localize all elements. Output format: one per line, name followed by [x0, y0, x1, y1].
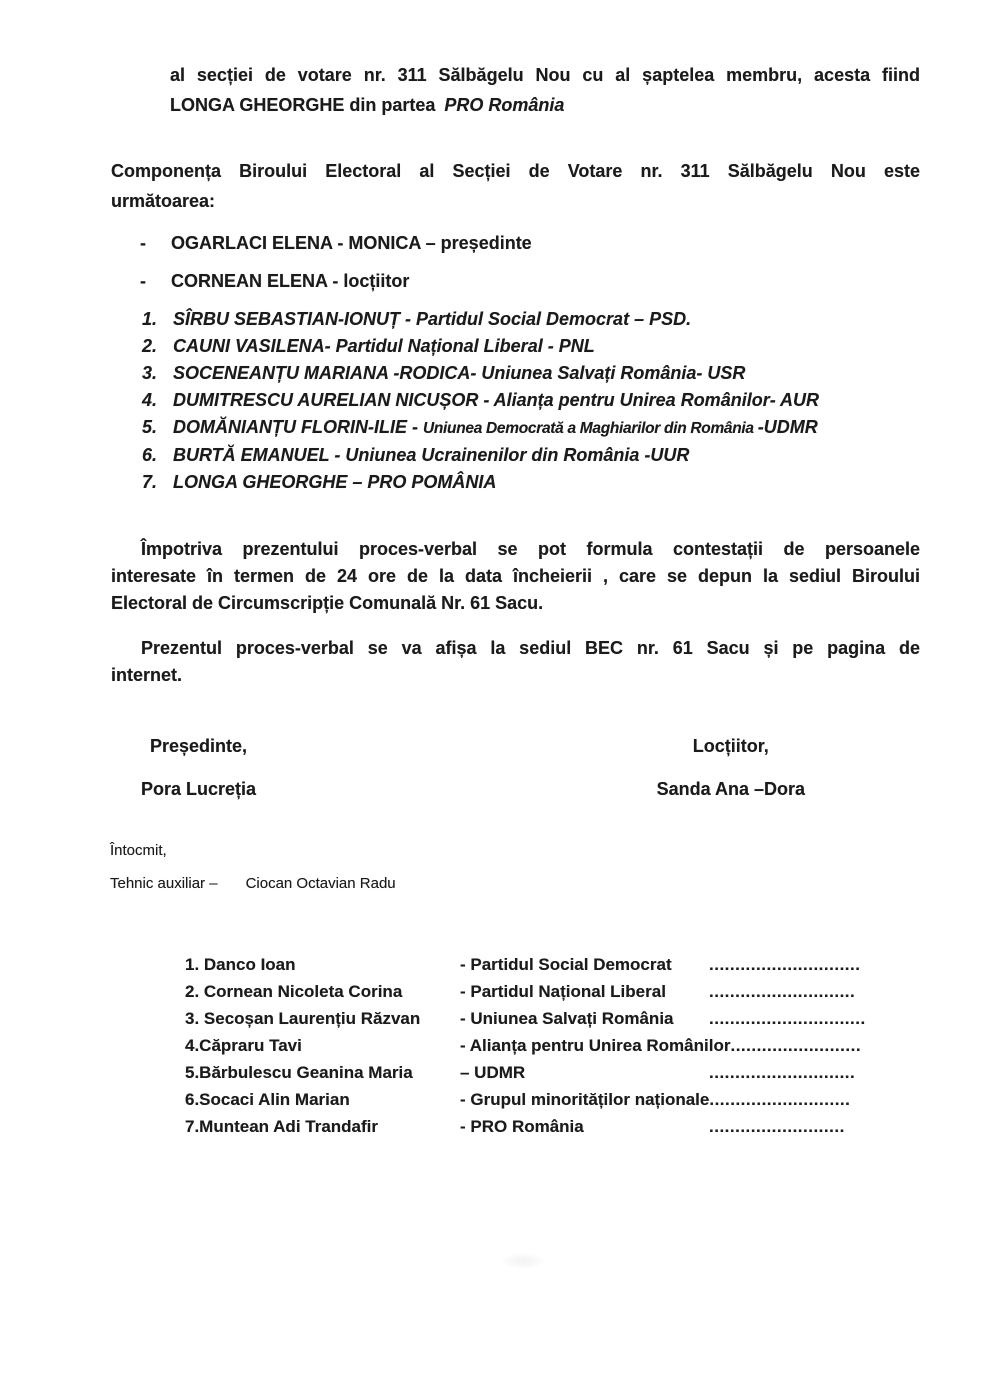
- attendance-row: [185, 1059, 920, 1086]
- prepared-by-section: [110, 840, 920, 895]
- member-row: [111, 442, 920, 469]
- official-deputy-text: CORNEAN ELENA - locțiitor: [171, 271, 410, 291]
- member-text: BURTĂ EMANUEL - Uniunea Ucrainenilor din România -UUR: [173, 445, 690, 465]
- attendance-row: [185, 1005, 920, 1032]
- signature-president-name: Pora Lucreția: [141, 779, 257, 799]
- member-row: [111, 469, 920, 496]
- dash-bullet: -: [140, 271, 146, 291]
- member-text: CAUNI VASILENA- Partidul Național Liberal - PNL: [173, 336, 595, 356]
- attendee-name: 2. Cornean Nicoleta Corina: [185, 982, 403, 1001]
- signature-dots: ............................: [709, 1063, 856, 1082]
- prepared-by-role: Tehnic auxiliar –: [110, 875, 218, 892]
- member-row: [111, 387, 920, 414]
- paragraph-line: Electoral de Circumscripție Comunală Nr. 61 Sacu.: [111, 593, 544, 613]
- heading-line-2: următoarea:: [111, 191, 216, 211]
- member-number: 2.: [142, 336, 158, 356]
- member-row: [111, 333, 920, 360]
- attendee-name: 3. Secoșan Laurențiu Răzvan: [185, 1009, 421, 1028]
- signature-deputy-role: Locțiitor,: [692, 736, 769, 756]
- member-number: 5.: [142, 417, 158, 437]
- signature-dots: ..............................: [709, 1009, 866, 1028]
- signature-dots: .........................: [730, 1036, 862, 1055]
- officials-list: [111, 228, 920, 296]
- intro-party-name: PRO România: [444, 95, 565, 115]
- attendance-row: [185, 1032, 920, 1059]
- attendee-party: - Partidul Social Democrat: [460, 955, 672, 974]
- attendance-row: [185, 1113, 920, 1140]
- member-party-abbrev: -UDMR: [757, 417, 818, 437]
- prepared-by-line: [110, 873, 920, 895]
- attendee-name: 6.Socaci Alin Marian: [185, 1090, 350, 1109]
- intro-line-2-text: LONGA GHEORGHE din partea: [170, 95, 436, 115]
- signature-deputy: [657, 731, 805, 804]
- attendance-list: [185, 951, 920, 1140]
- contestation-paragraph: [111, 536, 920, 617]
- signature-dots: ............................: [709, 982, 856, 1001]
- member-number: 1.: [142, 309, 158, 329]
- member-row: [111, 306, 920, 333]
- prepared-by-label: Întocmit,: [110, 842, 167, 859]
- member-row: [111, 360, 920, 387]
- heading-line-1: Componența Biroului Electoral al Secției de Votare nr. 311 Sălbăgelu Nou este: [111, 161, 920, 181]
- intro-paragraph: [170, 60, 920, 120]
- dash-bullet: -: [140, 233, 146, 253]
- member-number: 7.: [142, 472, 158, 492]
- paragraph-line: interesate în termen de 24 ore de la data încheierii , care se depun la sediul Biroului: [111, 566, 920, 586]
- paragraph-line: Prezentul proces-verbal se va afișa la sediul BEC nr. 61 Sacu și pe pagina de: [141, 638, 920, 658]
- attendee-party: - Alianța pentru Unirea Românilor: [460, 1036, 731, 1055]
- member-text: SOCENEANȚU MARIANA -RODICA- Uniunea Salvați România- USR: [173, 363, 746, 383]
- official-deputy: [111, 266, 920, 296]
- member-party-condensed: Uniunea Democrată a Maghiarilor din România: [422, 420, 758, 437]
- members-list: [111, 306, 920, 496]
- attendee-party: - Grupul minorităților naționale: [460, 1090, 710, 1109]
- member-text: LONGA GHEORGHE – PRO POMÂNIA: [173, 472, 497, 492]
- signature-deputy-name: Sanda Ana –Dora: [656, 779, 805, 799]
- signature-dots: ...........................: [709, 1090, 851, 1109]
- attendee-name: 4.Căpraru Tavi: [185, 1036, 302, 1055]
- signature-president: [141, 731, 256, 804]
- member-number: 3.: [142, 363, 158, 383]
- paragraph-line: Împotriva prezentului proces-verbal se pot formula contestații de persoanele: [141, 539, 920, 559]
- attendee-name: 5.Bărbulescu Geanina Maria: [185, 1063, 413, 1082]
- prepared-by-name: Ciocan Octavian Radu: [245, 875, 396, 892]
- attendance-row: [185, 1086, 920, 1113]
- signature-dots: .............................: [709, 955, 861, 974]
- publication-paragraph: [111, 635, 920, 689]
- member-text: DOMĂNIANȚU FLORIN-ILIE -: [173, 417, 423, 437]
- official-president-text: OGARLACI ELENA - MONICA – președinte: [171, 233, 532, 253]
- signature-dots: ..........................: [709, 1117, 845, 1136]
- signatures-section: [111, 731, 920, 804]
- attendee-party: - Uniunea Salvați România: [460, 1009, 674, 1028]
- intro-line-2: [170, 90, 920, 120]
- composition-heading: [111, 156, 920, 216]
- member-text: SÎRBU SEBASTIAN-IONUȚ - Partidul Social Democrat – PSD.: [173, 309, 692, 329]
- attendee-name: 7.Muntean Adi Trandafir: [185, 1117, 379, 1136]
- attendee-party: – UDMR: [460, 1063, 526, 1082]
- intro-line-1: al secției de votare nr. 311 Sălbăgelu Nou cu al șaptelea membru, acesta fiind: [170, 65, 920, 85]
- attendance-row: [185, 978, 920, 1005]
- scan-smudge-artifact: [500, 1252, 546, 1270]
- member-number: 4.: [142, 390, 158, 410]
- attendee-party: - Partidul Național Liberal: [460, 982, 666, 1001]
- official-president: [111, 228, 920, 258]
- attendee-party: - PRO România: [460, 1117, 584, 1136]
- member-row: [111, 414, 920, 442]
- member-number: 6.: [142, 445, 158, 465]
- paragraph-line: internet.: [111, 665, 183, 685]
- signature-president-role: Președinte,: [150, 736, 248, 756]
- attendance-row: [185, 951, 920, 978]
- member-text: DUMITRESCU AURELIAN NICUȘOR - Alianța pentru Unirea Românilor- AUR: [173, 390, 820, 410]
- attendee-name: 1. Danco Ioan: [185, 955, 296, 974]
